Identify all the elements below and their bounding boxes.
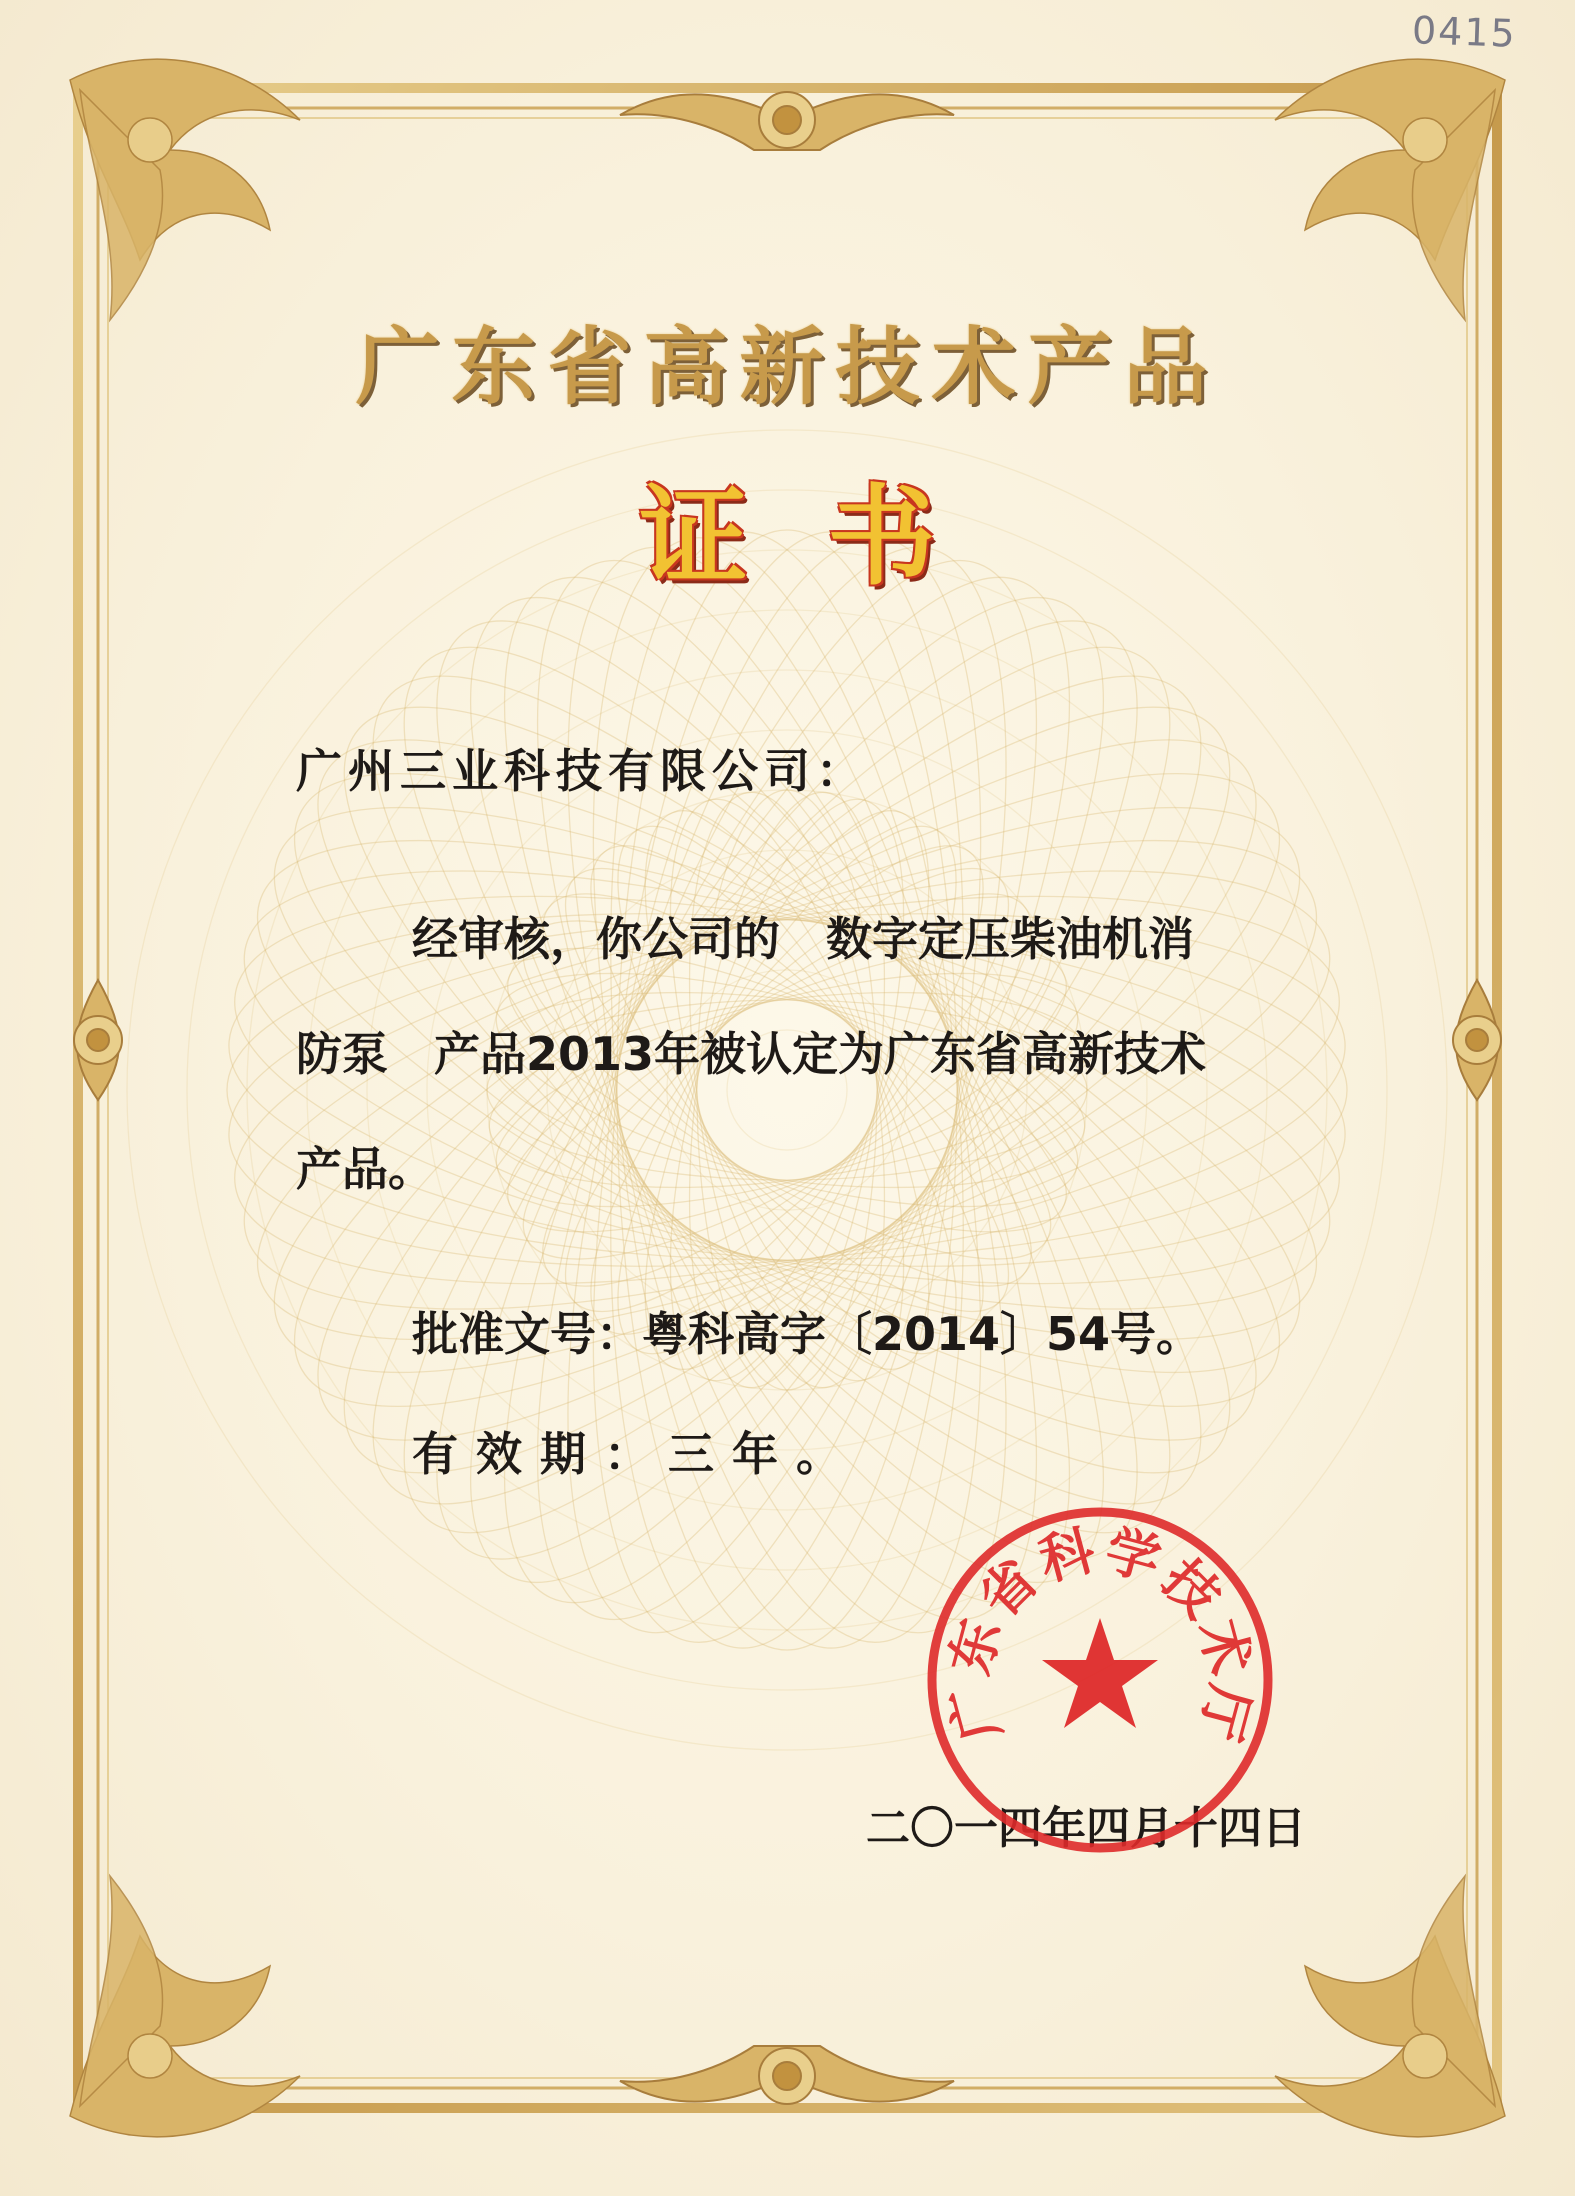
- seal-character: 科: [1032, 1518, 1101, 1594]
- seal-character: 广: [938, 1679, 1014, 1748]
- body-line-1: 经审核，你公司的 数字定压柴油机消: [412, 912, 1194, 966]
- bottom-center-medallion: [620, 2046, 954, 2104]
- seal-character: 学: [1099, 1518, 1168, 1594]
- body-line-3: 产品。: [296, 1142, 434, 1196]
- seal-character: 省: [967, 1547, 1051, 1631]
- official-seal: [920, 1500, 1280, 1860]
- seal-character: 术: [1186, 1612, 1262, 1681]
- approval-number: 批准文号：粤科高字〔2014〕54号。: [412, 1307, 1203, 1361]
- handwritten-number: 0415: [1411, 8, 1518, 56]
- top-center-medallion: [620, 92, 954, 150]
- certificate-title: 广东省高新技术产品: [355, 318, 1220, 416]
- issue-date: 二〇一四年四月十四日: [866, 1803, 1306, 1854]
- seal-character: 厅: [1186, 1679, 1262, 1748]
- seal-character: 东: [938, 1612, 1014, 1681]
- corner-ornament-top-right: [1275, 59, 1505, 320]
- corner-ornament-bottom-left: [70, 1876, 300, 2137]
- seal-character: 技: [1149, 1547, 1233, 1631]
- certificate-subtitle: 证书: [639, 475, 1016, 600]
- corner-ornament-bottom-right: [1275, 1876, 1505, 2137]
- corner-ornament-top-left: [70, 59, 300, 320]
- star-icon: [1042, 1618, 1158, 1728]
- body-line-2: 防泵 产品2013年被认定为广东省高新技术: [296, 1027, 1207, 1081]
- validity-period: 有效期：三年。: [412, 1427, 860, 1481]
- recipient-name: 广州三业科技有限公司：: [296, 744, 868, 798]
